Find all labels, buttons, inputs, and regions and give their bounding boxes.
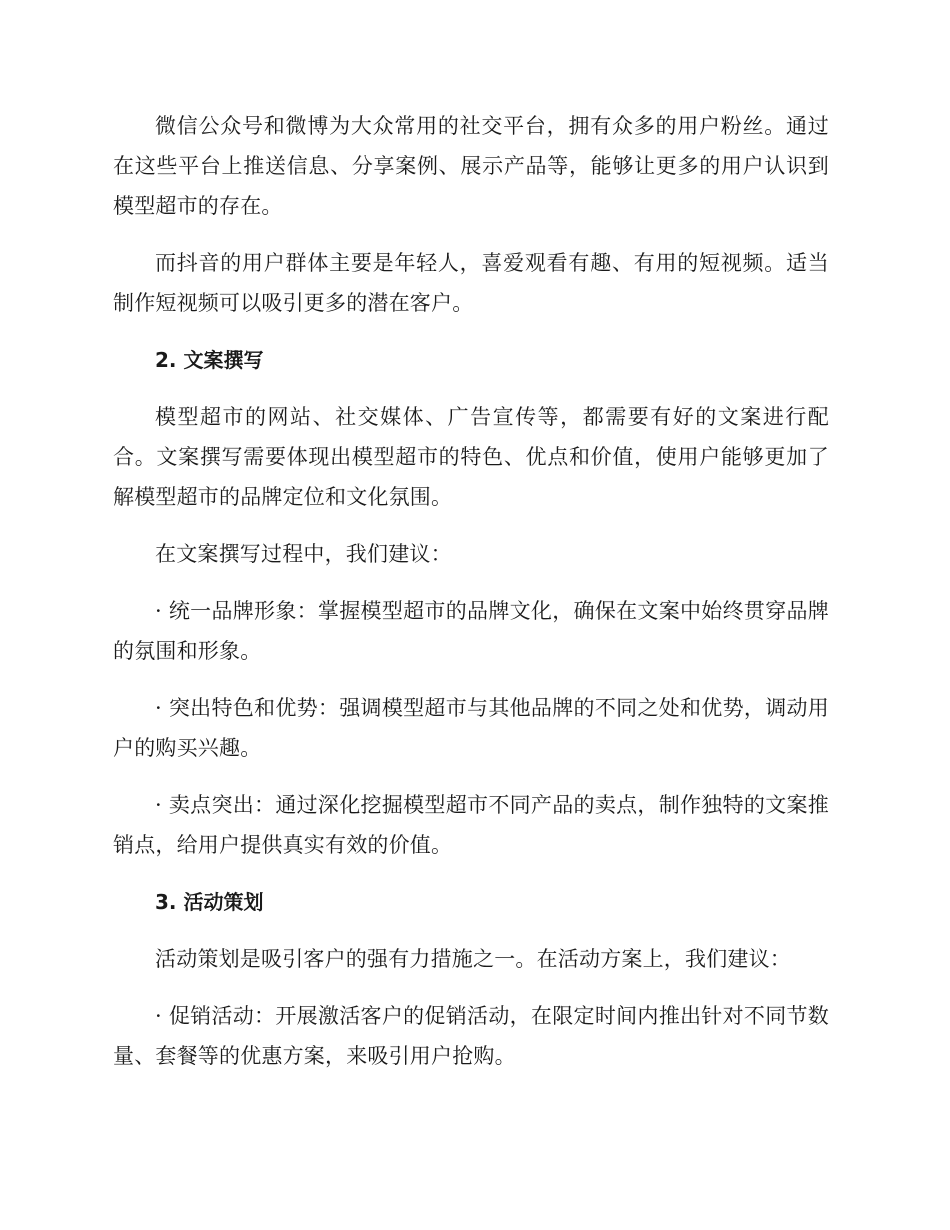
bullet-promotions: · 促销活动：开展激活客户的促销活动，在限定时间内推出针对不同节数量、套餐等的优惠方案，来吸引用户抢购。: [113, 1004, 829, 1068]
paragraph-social-platforms: 微信公众号和微博为大众常用的社交平台，拥有众多的用户粉丝。通过在这些平台上推送信息、分享案例、展示产品等，能够让更多的用户认识到模型超市的存在。: [113, 114, 829, 218]
bullet-features-advantages: · 突出特色和优势：强调模型超市与其他品牌的不同之处和优势，调动用户的购买兴趣。: [113, 696, 829, 760]
section-heading-event-planning: 3. 活动策划: [155, 890, 264, 914]
paragraph-douyin: 而抖音的用户群体主要是年轻人，喜爱观看有趣、有用的短视频。适当制作短视频可以吸引更多的潜在客户。: [113, 251, 829, 315]
bullet-selling-points: · 卖点突出：通过深化挖掘模型超市不同产品的卖点，制作独特的文案推销点，给用户提供真实有效的价值。: [113, 793, 829, 857]
section-heading-copywriting: 2. 文案撰写: [155, 348, 264, 372]
paragraph-copywriting-suggestions: 在文案撰写过程中，我们建议：: [155, 542, 452, 566]
document-page: [113, 106, 829, 1093]
paragraph-event-planning-intro: 活动策划是吸引客户的强有力措施之一。在活动方案上，我们建议：: [155, 947, 791, 971]
bullet-brand-image: · 统一品牌形象：掌握模型超市的品牌文化，确保在文案中始终贯穿品牌的氛围和形象。: [113, 599, 829, 663]
paragraph-copywriting-intro: 模型超市的网站、社交媒体、广告宣传等，都需要有好的文案进行配合。文案撰写需要体现出模型超市的特色、优点和价值，使用户能够更加了解模型超市的品牌定位和文化氛围。: [113, 405, 829, 509]
